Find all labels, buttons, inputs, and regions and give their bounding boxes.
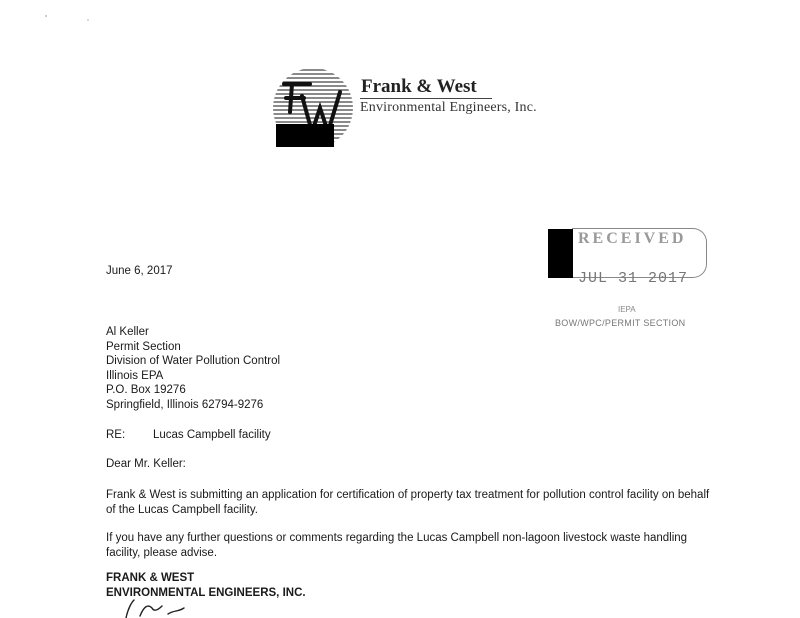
recipient-line: P.O. Box 19276 [106,384,186,396]
signoff-line: FRANK & WEST [106,572,195,584]
company-subtitle: Environmental Engineers, Inc. [360,100,537,115]
recipient-line: Illinois EPA [106,369,164,382]
redaction-box [276,124,334,147]
letter-date: June 6, 2017 [106,265,173,277]
recipient-line: Springfield, Illinois 62794-9276 [106,398,264,411]
stamp-date: JUL 31 2017 [578,270,689,287]
recipient-line: Division of Water Pollution Control [106,355,281,367]
handwritten-signature [118,598,228,618]
stamp-section: BOW/WPC/PERMIT SECTION [555,318,686,328]
re-subject: Lucas Campbell facility [153,429,271,441]
stamp-agency: IEPA [618,305,636,314]
signoff-block [106,571,306,600]
salutation: Dear Mr. Keller: [106,458,186,470]
re-label: RE: [106,429,126,441]
recipient-line: Permit Section [106,340,181,353]
signoff-line: ENVIRONMENTAL ENGINEERS, INC. [106,586,306,599]
recipient-address [106,325,280,412]
stamp-title: RECEIVED [578,230,687,247]
body-paragraph: Frank & West is submitting an application for certification of property tax treatment for pollution control facility on behalf of the Lucas Campbell facility. [106,489,710,516]
redaction-box [548,229,573,278]
company-name: Frank & West [361,76,477,97]
recipient-name: Al Keller [106,326,149,338]
scan-specks [0,0,110,40]
header-rule [360,98,492,99]
body-paragraph: If you have any further questions or comments regarding the Lucas Campbell non-lagoon livestock waste handling facility, please advise. [106,532,688,559]
